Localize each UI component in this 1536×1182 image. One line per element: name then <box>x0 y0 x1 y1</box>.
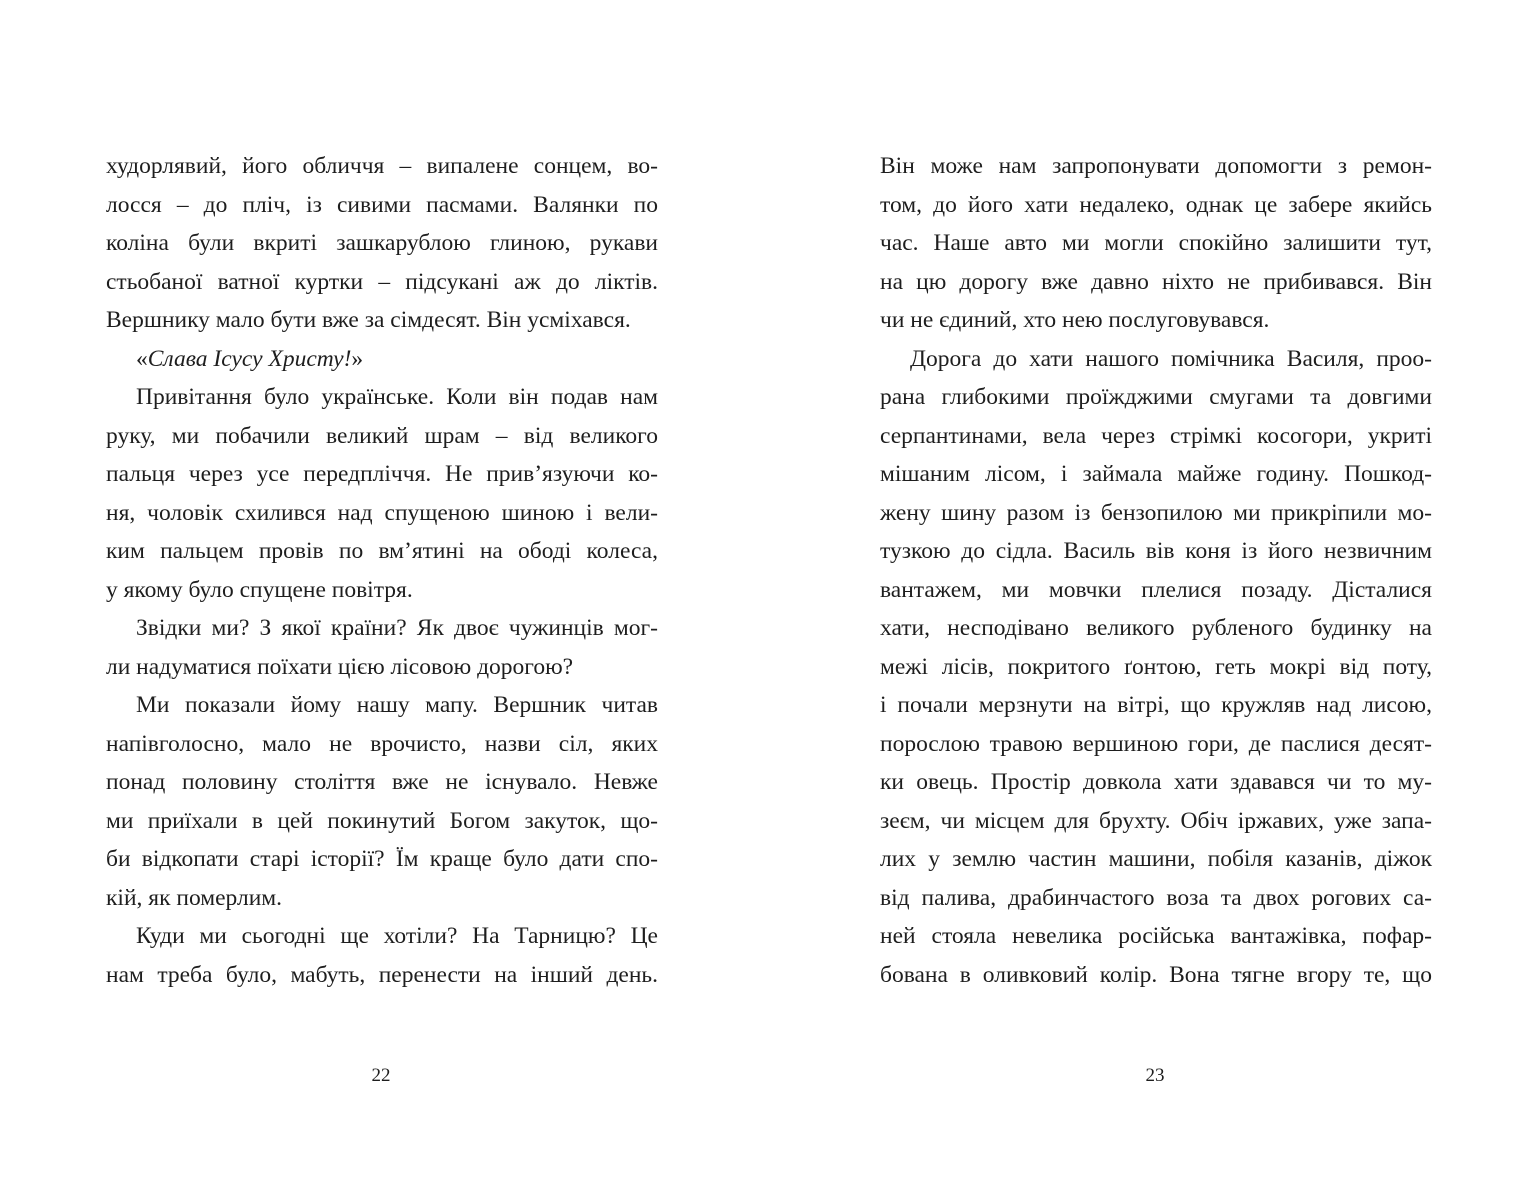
text-line: на цю дорогу вже давно ніхто не прибивався. Він <box>880 268 1432 295</box>
text-line: бована в оливковий колір. Вона тягне вгору те, що <box>880 961 1432 988</box>
text-line: руку, ми побачили великий шрам – від великого <box>106 422 658 449</box>
text-line: понад половину століття вже не існувало. Невже <box>106 769 658 795</box>
text-line <box>106 340 658 379</box>
text-line: лих у землю частин машини, побіля казанів, діжок <box>880 846 1432 872</box>
text-line: жену шину разом із бензопилою ми прикріпили мо- <box>880 499 1432 526</box>
text-line: чи не єдиний, хто нею послуговувався. <box>880 307 1270 333</box>
text-line: Вершнику мало бути вже за сімдесят. Він усміхався. <box>106 307 631 333</box>
text-line: ня, чоловік схилився над спущеною шиною і вели- <box>106 499 658 526</box>
text-line: напівголосно, мало не врочисто, назви сіл, яких <box>106 730 658 757</box>
text-line: би відкопати старі історії? Їм краще було дати спо- <box>106 846 658 872</box>
italic-greeting: Слава Ісусу Христу! <box>147 345 352 372</box>
text-line: ми приїхали в цей покинутий Богом закуток, що- <box>106 807 658 834</box>
text-line: лосся – до пліч, із сивими пасмами. Валянки по <box>106 191 658 218</box>
text-line: рана глибокими проїжджими смугами та довгими <box>880 384 1432 410</box>
text-line: від палива, драбинчастого воза та двох рогових са- <box>880 884 1432 911</box>
text-line: тузкою до сідла. Василь вів коня із його незвичним <box>880 538 1432 564</box>
text-line: ки овець. Простір довкола хати здавався чи то му- <box>880 769 1432 795</box>
text-line: хати, несподівано великого рубленого будинку на <box>880 615 1432 641</box>
text-line: пальця через усе передпліччя. Не прив’язуючи ко- <box>106 461 658 487</box>
right-page-text <box>880 147 1432 994</box>
text-line: Привітання було українське. Коли він подав нам <box>136 384 658 410</box>
left-page-text <box>106 147 658 994</box>
text-line: у якому було спущене повітря. <box>106 576 413 603</box>
right-page <box>768 0 1536 1182</box>
left-page-number: 22 <box>371 1065 391 1086</box>
text-line: том, до його хати недалеко, однак це забере якийсь <box>880 191 1432 218</box>
text-line: час. Наше авто ми могли спокійно залишити тут, <box>880 230 1432 256</box>
text-line: Звідки ми? З якої країни? Як двоє чужинців мог- <box>136 615 658 641</box>
text-line: стьобаної ватної куртки – підсукані аж до ліктів. <box>106 268 658 295</box>
text-line: нам треба було, мабуть, перенести на інший день. <box>106 961 658 988</box>
text-line: худорлявий, його обличчя – випалене сонцем, во- <box>106 153 658 179</box>
text-line: ней стояла невелика російська вантажівка, пофар- <box>880 923 1432 949</box>
text-line: зеєм, чи місцем для брухту. Обіч іржавих, уже запа- <box>880 807 1432 834</box>
text-line: коліна були вкриті зашкарублою глиною, рукави <box>106 230 658 256</box>
quote-open: « <box>136 345 148 372</box>
quote-close: » <box>351 345 364 372</box>
text-line: мішаним лісом, і займала майже годину. Пошкод- <box>880 461 1432 487</box>
text-line: Куди ми сьогодні ще хотіли? На Тарницю? Це <box>136 923 658 949</box>
text-line: Ми показали йому нашу мапу. Вершник читав <box>136 692 658 718</box>
text-line: порослою травою вершиною гори, де паслися десят- <box>880 730 1432 757</box>
text-line: Дорога до хати нашого помічника Василя, проо- <box>910 345 1432 372</box>
text-line: ким пальцем провів по вм’ятині на ободі колеса, <box>106 538 658 564</box>
text-line: кій, як померлим. <box>106 884 283 911</box>
text-line: ли надуматися поїхати цією лісовою дорогою? <box>106 653 574 680</box>
right-page-number: 23 <box>1145 1065 1165 1086</box>
text-line: і почали мерзнути на вітрі, що кружляв над лисою, <box>880 692 1432 718</box>
text-line: Він може нам запропонувати допомогти з ремон- <box>880 153 1432 179</box>
text-line: межі лісів, покритого ґонтою, геть мокрі від поту, <box>880 653 1432 680</box>
text-line: вантажем, ми мовчки плелися позаду. Дісталися <box>880 576 1432 603</box>
text-line: серпантинами, вела через стрімкі косогори, укриті <box>880 422 1432 449</box>
